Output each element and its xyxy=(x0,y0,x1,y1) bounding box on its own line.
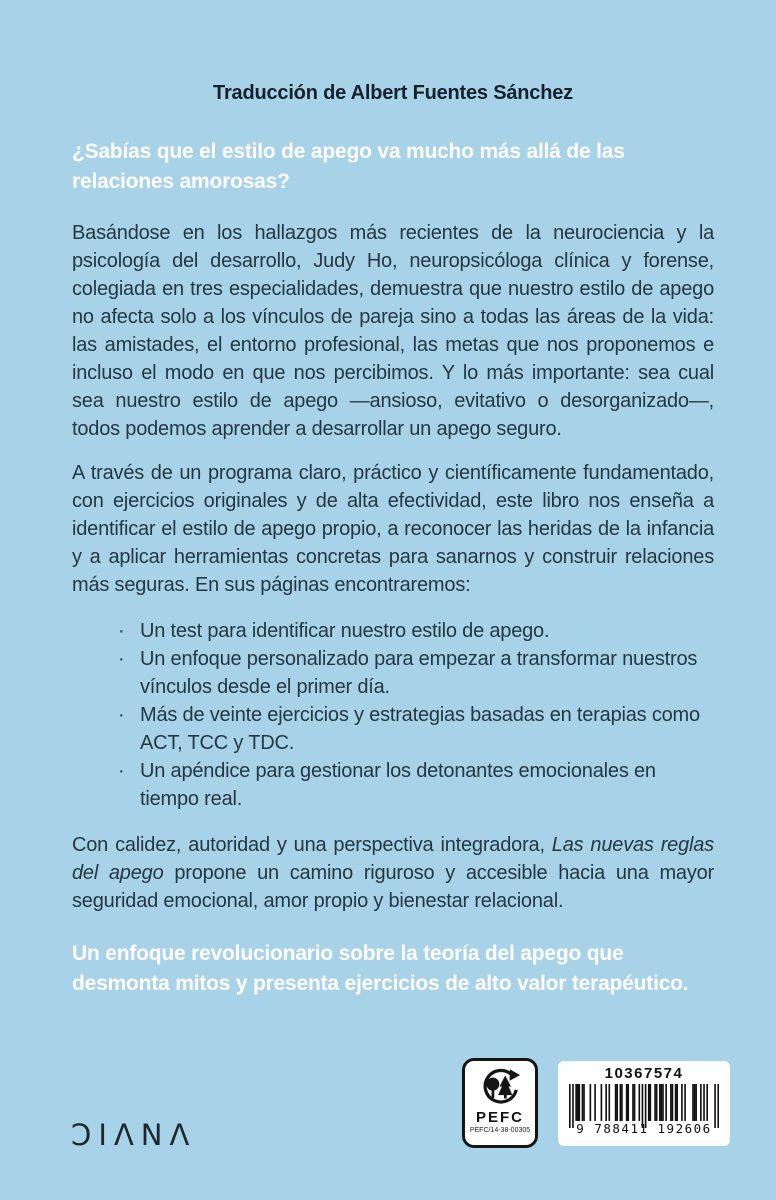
book-title: Las nuevas reglas del apego xyxy=(72,834,714,884)
list-item-text: Un enfoque personalizado para empezar a transformar nuestros vínculos desde el primer día. xyxy=(140,648,698,698)
list-item xyxy=(118,617,714,645)
features-list xyxy=(72,617,714,813)
hook-question: ¿Sabías que el estilo de apego va mucho más allá de las relaciones amorosas? xyxy=(72,140,625,193)
bullet-icon: · xyxy=(118,704,125,726)
list-item-text: Un test para identificar nuestro estilo de apego. xyxy=(140,620,550,642)
isbn-number: 9 788411 192606 xyxy=(576,1121,712,1136)
highlight-paragraph: Un enfoque revolucionario sobre la teoría del apego que desmonta mitos y presenta ejercicios de alto valor terapéutico. xyxy=(72,942,689,995)
list-item xyxy=(118,645,714,701)
synopsis-paragraph-1: Basándose en los hallazgos más recientes de la neurociencia y la psicología del desarrollo, Judy Ho, neuropsicóloga clínica y forense, colegiada en tres especialidades, demuestra que nuestro estilo de apego no afecta solo a los vínculos de pareja sino a todas las áreas de la vida: las amistades, el entorno profesional, las metas que nos proponemos e incluso el modo en que nos percibimos. Y lo más importante: sea cual sea nuestro estilo de apego —ansioso, evitativo o desorganizado—, todos podemos aprender a desarrollar un apego seguro. xyxy=(72,222,714,440)
pefc-certification-mark xyxy=(462,1058,538,1148)
back-cover-text xyxy=(72,0,714,999)
closing-text-pre: Con calidez, autoridad y una perspectiva integradora, xyxy=(72,834,552,856)
pefc-certificate-code: PEFC/14-38-00305 xyxy=(469,1127,531,1134)
synopsis-paragraph-2: A través de un programa claro, práctico y científicamente fundamentado, con ejercicios originales y de alta efectividad, este libro nos enseña a identificar el estilo de apego propio, a reconocer las heridas de la infancia y a aplicar herramientas concretas para sanarnos y construir relaciones más seguras. En sus páginas encontraremos: xyxy=(72,462,714,596)
list-item-text: Más de veinte ejercicios y estrategias basadas en terapias como ACT, TCC y TDC. xyxy=(140,704,700,754)
pefc-trees-icon xyxy=(477,1066,523,1108)
list-item xyxy=(118,757,714,813)
bullet-icon: · xyxy=(118,620,125,642)
bullet-icon: · xyxy=(118,760,125,782)
publisher-logo-diana: ƆIΛNΛ xyxy=(71,1118,197,1152)
closing-text-post: propone un camino riguroso y accesible hacia una mayor seguridad emocional, amor propio y bienestar relacional. xyxy=(72,862,715,912)
barcode xyxy=(558,1061,730,1146)
closing-paragraph xyxy=(72,831,714,915)
translation-credit: Traducción de Albert Fuentes Sánchez xyxy=(213,82,573,104)
bullet-icon: · xyxy=(118,648,125,670)
list-item xyxy=(118,701,714,757)
list-item-text: Un apéndice para gestionar los detonantes emocionales en tiempo real. xyxy=(140,760,656,810)
pefc-label: PEFC xyxy=(475,1109,524,1126)
product-code: 10367574 xyxy=(604,1065,684,1082)
